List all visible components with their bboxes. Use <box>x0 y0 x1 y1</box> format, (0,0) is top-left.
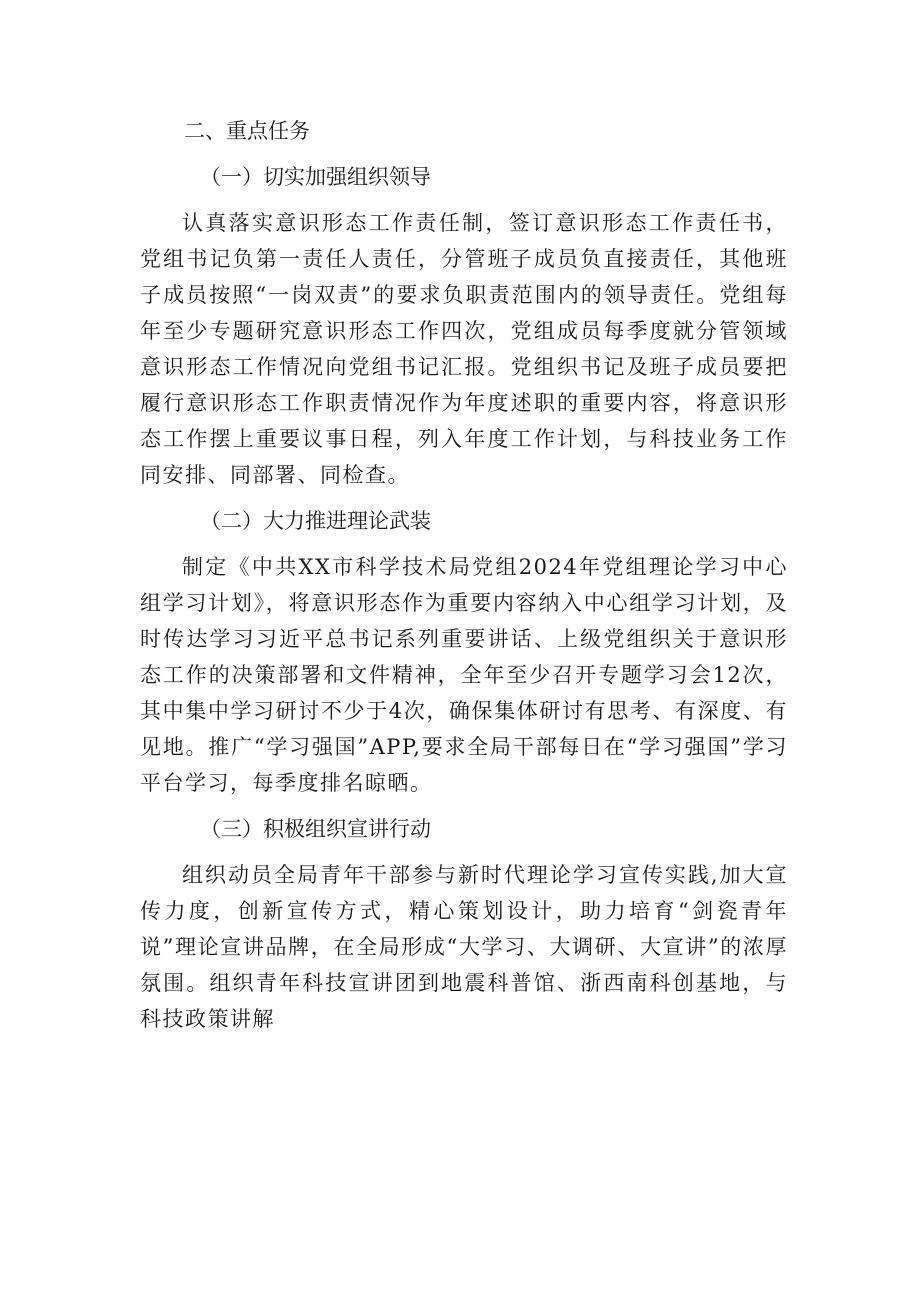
subsection-body-1: 认真落实意识形态工作责任制，签订意识形态工作责任书，党组书记负第一责任人责任，分管班子成员负直接责任，其他班子成员按照“一岗双责”的要求负职责范围内的领导责任。党组每年至少专题研究意识形态工作四次，党组成员每季度就分管领域意识形态工作情况向党组书记汇报。党组织书记及班子成员要把履行意识形态工作职责情况作为年度述职的重要内容，将意识形态工作摆上重要议事日程，列入年度工作计划，与科技业务工作同安排、同部署、同检查。 <box>140 211 788 487</box>
subsection-title-1: （一）切实加强组织领导 <box>200 165 431 189</box>
subsection-body-3: 组织动员全局青年干部参与新时代理论学习宣传实践,加大宣传力度，创新宣传方式，精心策划设计，助力培育“剑瓷青年说”理论宣讲品牌，在全局形成“大学习、大调研、大宣讲”的浓厚氛围。组织青年科技宣讲团到地震科普馆、浙西南科创基地，与科技政策讲解 <box>140 863 788 1031</box>
document-body <box>140 113 788 1047</box>
subsection-title-3: （三）积极组织宣讲行动 <box>200 817 431 841</box>
section-title: 二、重点任务 <box>184 119 310 143</box>
subsection-title-2: （二）大力推进理论武装 <box>200 509 431 533</box>
subsection-body-2: 制定《中共XX市科学技术局党组2024年党组理论学习中心组学习计划》，将意识形态作为重要内容纳入中心组学习计划，及时传达学习习近平总书记系列重要讲话、上级党组织关于意识形态工作的决策部署和文件精神，全年至少召开专题学习会12次，其中集中学习研讨不少于4次，确保集体研讨有思考、有深度、有见地。推广“学习强国”APP,要求全局干部每日在“学习强国”学习平台学习，每季度排名晾晒。 <box>140 555 788 795</box>
